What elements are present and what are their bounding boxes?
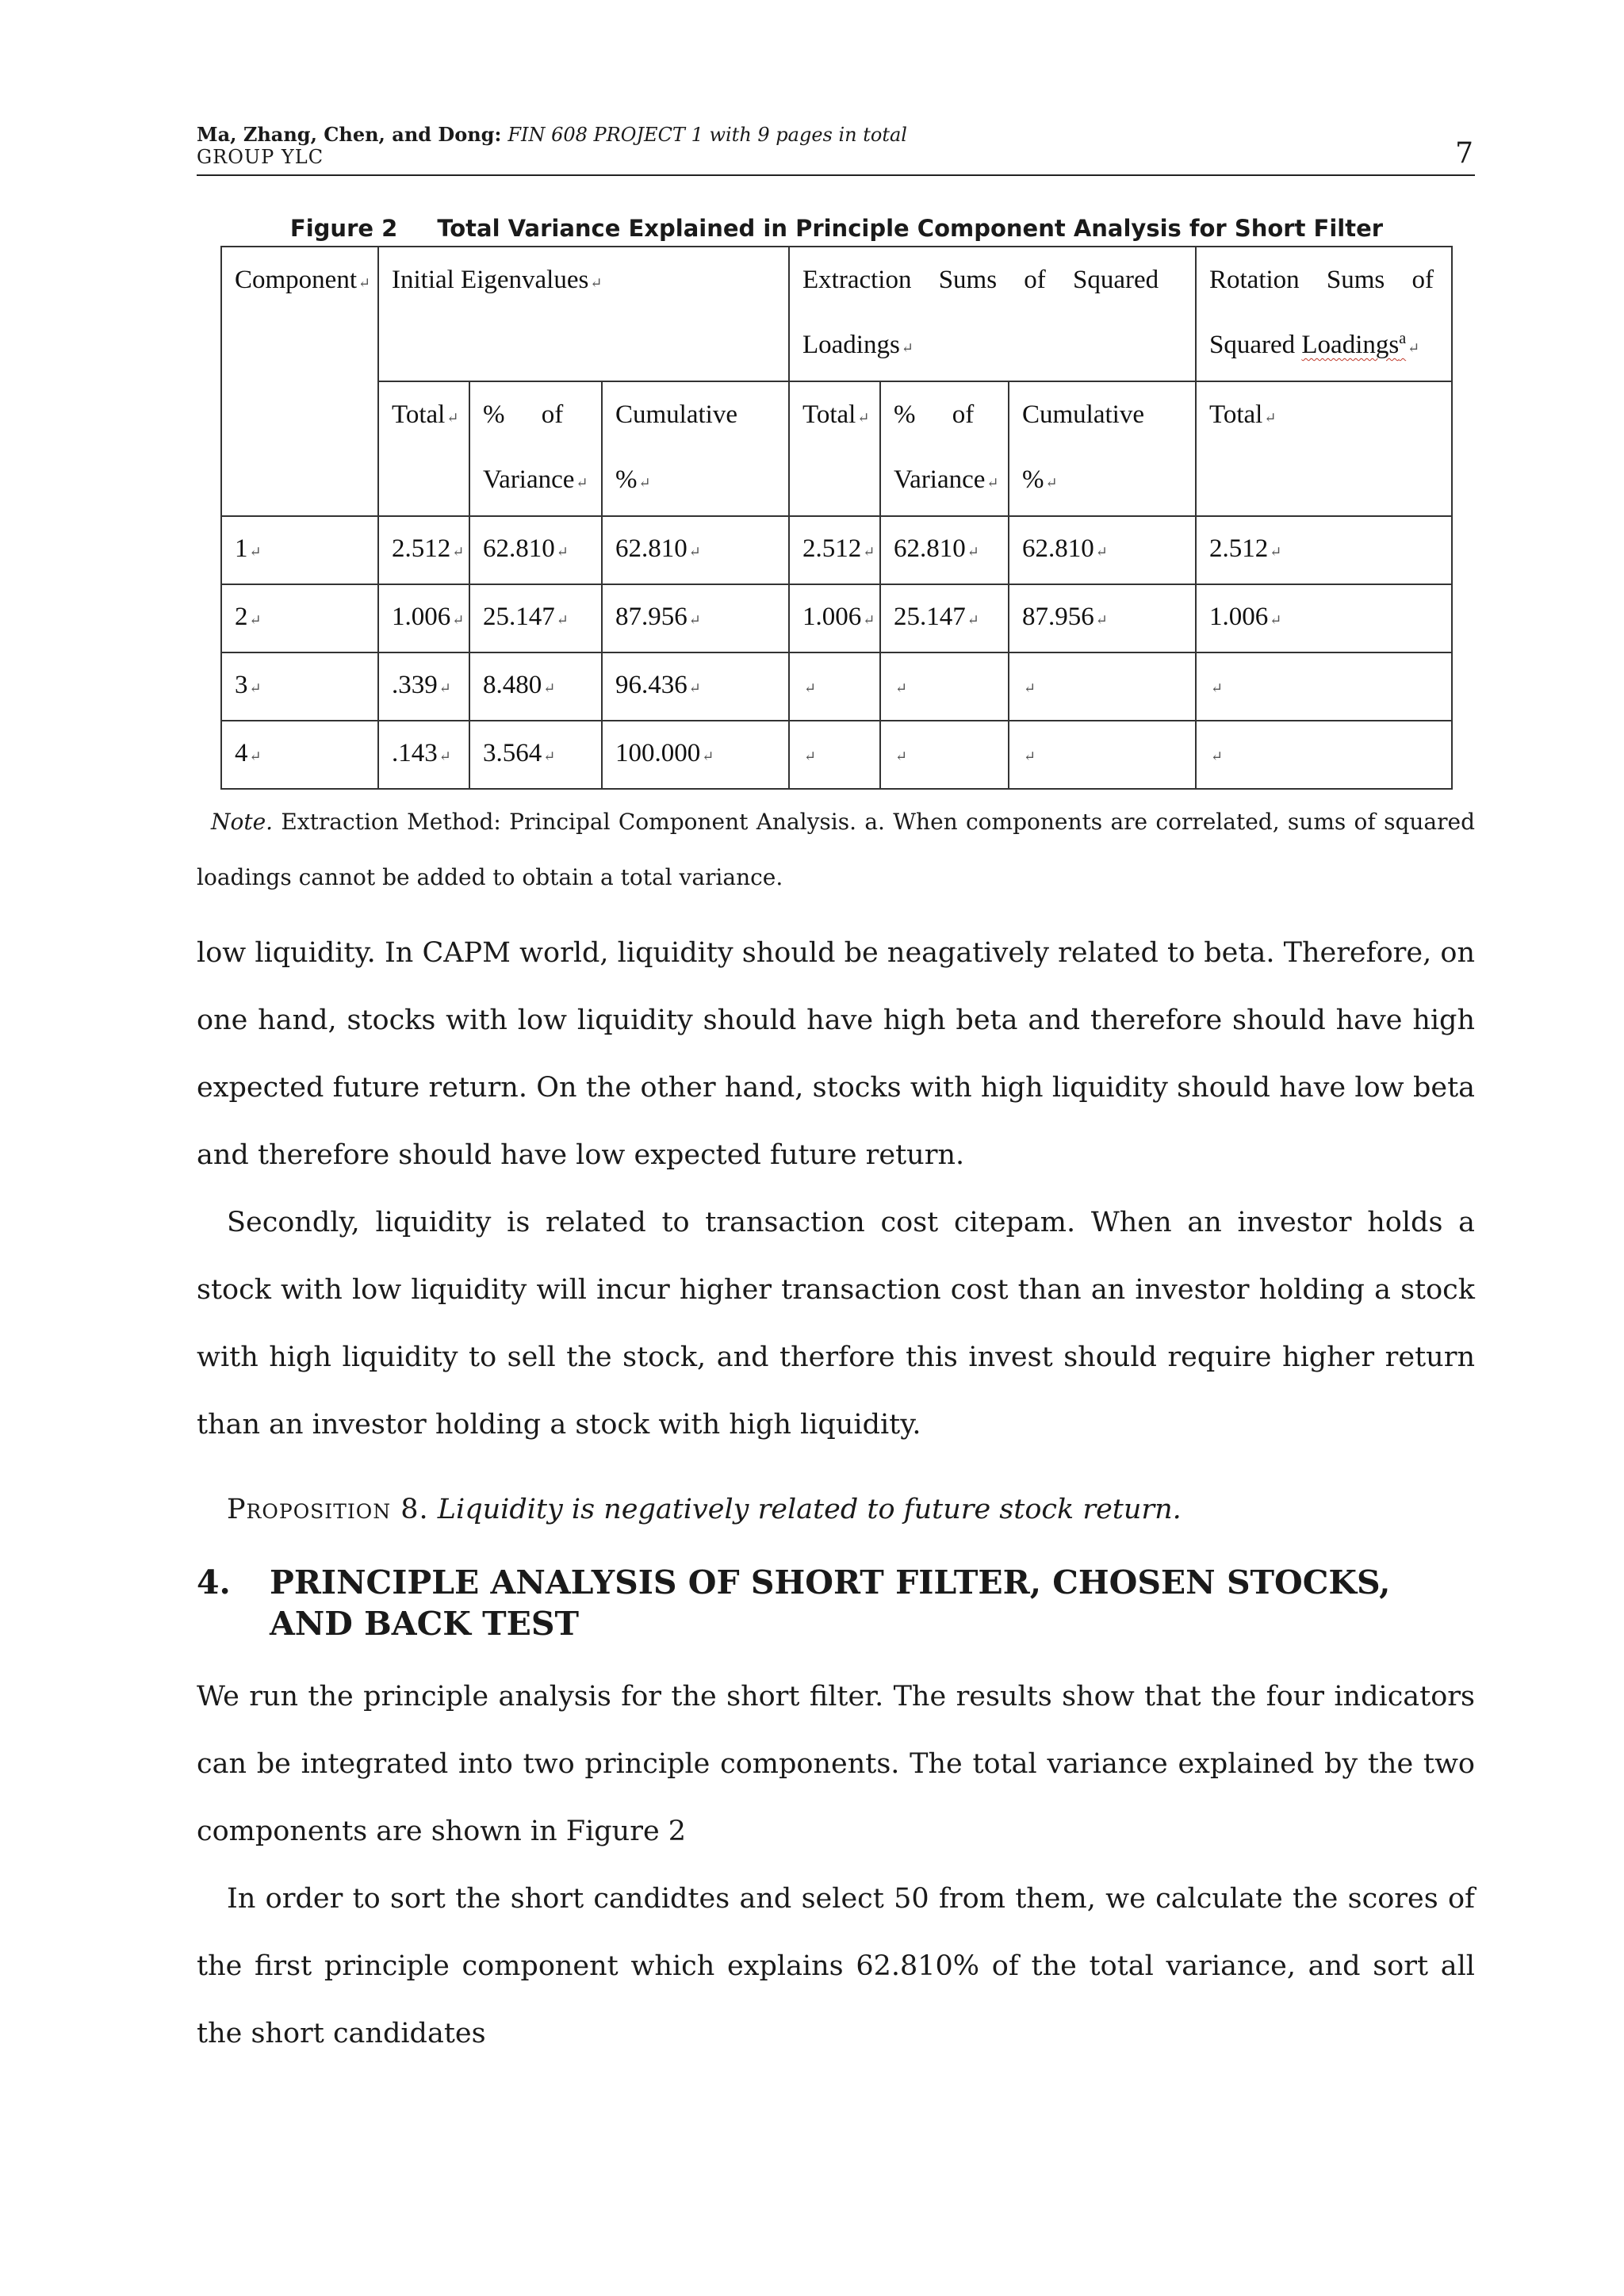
subheader-extraction-total: Total ↵ xyxy=(789,381,880,516)
header-course: FIN 608 PROJECT 1 with 9 pages in total xyxy=(508,124,907,146)
table-row: 4 ↵ .143 ↵ 3.564 ↵ 100.000 ↵ ↵ ↵ ↵ ↵ xyxy=(221,721,1452,789)
table-note xyxy=(197,794,1475,905)
figure-caption xyxy=(222,214,1451,243)
proposition-text: Liquidity is negatively related to future stock return. xyxy=(437,1494,1182,1525)
figure-title: Total Variance Explained in Principle Component Analysis for Short Filter xyxy=(437,215,1384,242)
header-authors: Ma, Zhang, Chen, and Dong: xyxy=(197,123,502,146)
running-header xyxy=(197,122,1475,176)
subheader-extraction-cumulative: Cumulative % ↵ xyxy=(1009,381,1196,516)
section-number: 4. xyxy=(197,1563,231,1601)
header-group: GROUP YLC xyxy=(197,146,324,168)
subheader-initial-cumulative: Cumulative % ↵ xyxy=(602,381,789,516)
note-text: Extraction Method: Principal Component Analysis. a. When components are correlated, sums of squared loadings cannot be added to obtain a total variance. xyxy=(197,809,1475,890)
header-rotation-sums: Rotation Sums of Squared Loadings$^a$↵ xyxy=(1196,247,1452,381)
header-initial-eigenvalues: Initial Eigenvalues ↵ xyxy=(378,247,789,381)
proposition-label: Proposition 8. xyxy=(227,1494,429,1525)
subheader-extraction-pct: % of Variance ↵ xyxy=(880,381,1009,516)
table-row: 2 ↵ 1.006 ↵ 25.147 ↵ 87.956 ↵ 1.006 ↵ 25.147 ↵ 87.956 ↵ 1.006 ↵ xyxy=(221,584,1452,652)
paragraph-sorting-candidates: In order to sort the short candidtes and select 50 from them, we calculate the scores of the first principle component which explains 62.810% of the total variance, and sort all the short candidates xyxy=(197,1883,1475,2049)
table-row: 3 ↵ .339 ↵ 8.480 ↵ 96.436 ↵ ↵ ↵ ↵ ↵ xyxy=(221,652,1452,721)
paragraph-principle-analysis: We run the principle analysis for the short filter. The results show that the four indicators can be integrated into two principle components. The total variance explained by the two components are shown in Figure 2 xyxy=(197,1681,1475,1847)
variance-table xyxy=(220,246,1453,790)
paragraph-liquidity-capm: low liquidity. In CAPM world, liquidity should be neagatively related to beta. Therefore, on one hand, stocks with low liquidity should have high beta and therefore should have high expected future return. On the other hand, stocks with high liquidity should have low beta and therefore should have low expected future return. xyxy=(197,937,1475,1171)
page-number: 7 xyxy=(1455,137,1473,170)
subheader-initial-pct: % of Variance ↵ xyxy=(469,381,602,516)
subheader-rotation-total: Total ↵ xyxy=(1196,381,1452,516)
header-component: Component ↵ xyxy=(221,247,378,516)
subheader-initial-total: Total ↵ xyxy=(378,381,469,516)
paragraph-transaction-cost: Secondly, liquidity is related to transaction cost citepam. When an investor holds a stock with low liquidity will incur higher transaction cost than an investor holding a stock with high liquidity to sell the stock, and therfore this invest should require higher return than an investor holding a stock with high liquidity. xyxy=(197,1207,1475,1441)
figure-label: Figure 2 xyxy=(289,215,398,242)
header-extraction-sums: Extraction Sums of Squared Loadings ↵ xyxy=(789,247,1196,381)
section-title: PRINCIPLE ANALYSIS OF SHORT FILTER, CHOSEN STOCKS, AND BACK TEST xyxy=(270,1563,1391,1643)
table-header-row-1 xyxy=(221,247,1452,381)
header-line-1 xyxy=(197,124,907,146)
proposition-8 xyxy=(227,1476,1182,1544)
variance-table-figure xyxy=(220,246,1451,769)
table-row: 1 ↵ 2.512 ↵ 62.810 ↵ 62.810 ↵ 2.512 ↵ 62.810 ↵ 62.810 ↵ 2.512 ↵ xyxy=(221,516,1452,584)
note-label: Note. xyxy=(211,809,274,835)
table-header-row-2 xyxy=(221,381,1452,516)
